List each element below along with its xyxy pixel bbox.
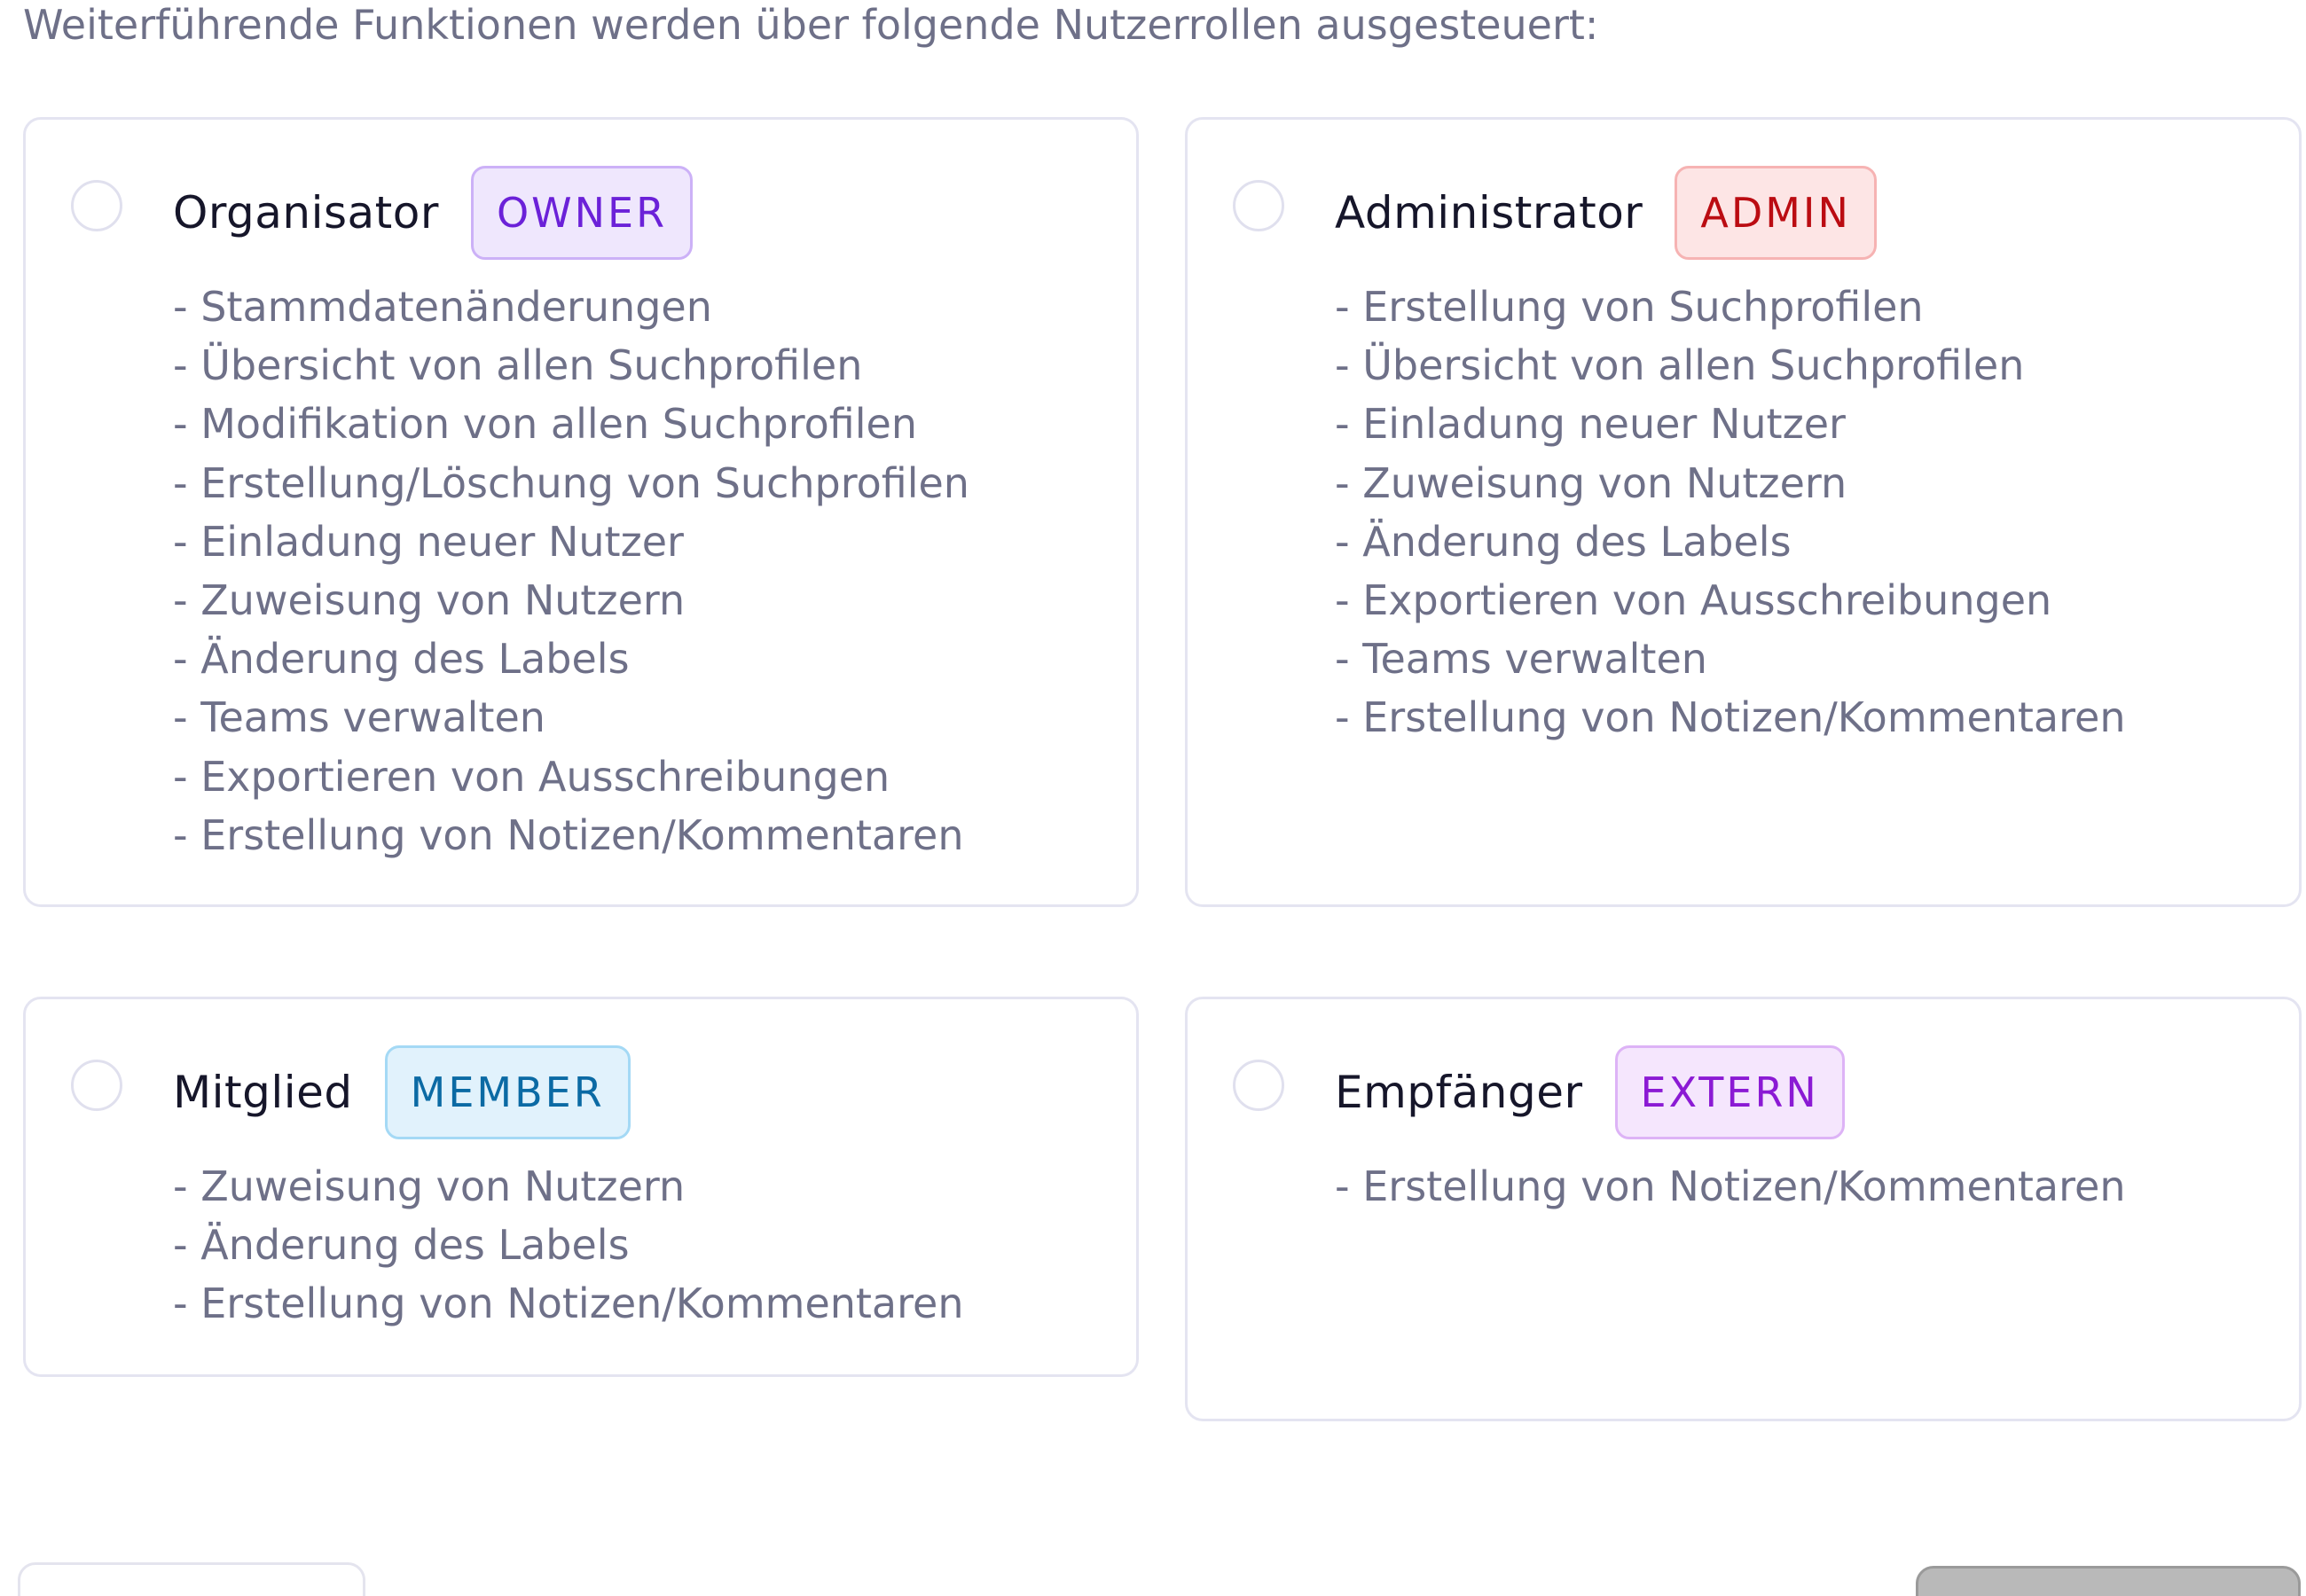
permission-item: - Übersicht von allen Suchprofilen (173, 341, 863, 390)
permission-item: - Änderung des Labels (173, 635, 630, 684)
permission-item: - Übersicht von allen Suchprofilen (1335, 341, 2025, 390)
role-radio-extern[interactable] (1233, 1060, 1284, 1111)
role-header (1335, 164, 1877, 262)
role-badge-extern: EXTERN (1615, 1045, 1845, 1139)
permission-item: - Änderung des Labels (173, 1221, 630, 1270)
permission-list (1335, 1157, 2125, 1216)
permission-item: - Zuweisung von Nutzern (173, 576, 686, 625)
permission-item: - Zuweisung von Nutzern (173, 1162, 686, 1210)
role-card-member[interactable] (23, 997, 1139, 1377)
role-radio-admin[interactable] (1233, 180, 1284, 231)
permission-item: - Erstellung von Notizen/Kommentaren (1335, 693, 2126, 742)
role-name: Mitglied (173, 1067, 353, 1118)
permission-item: - Änderung des Labels (1335, 517, 1792, 566)
submit-button[interactable] (1916, 1566, 2301, 1596)
role-header (173, 1044, 631, 1141)
permission-list (1335, 278, 2125, 747)
intro-text: Weiterführende Funktionen werden über folgende Nutzerrollen ausgesteuert: (23, 1, 1599, 49)
back-button[interactable] (18, 1562, 365, 1596)
permission-item: - Erstellung von Notizen/Kommentaren (173, 810, 964, 859)
permission-item: - Exportieren von Ausschreibungen (173, 752, 890, 801)
permission-list (173, 278, 969, 864)
permission-item: - Zuweisung von Nutzern (1335, 458, 1847, 507)
permission-item: - Einladung neuer Nutzer (1335, 400, 1846, 449)
role-badge-owner: OWNER (471, 166, 693, 260)
role-radio-owner[interactable] (71, 180, 122, 231)
permission-item: - Stammdatenänderungen (173, 283, 712, 331)
role-radio-member[interactable] (71, 1060, 122, 1111)
permission-item: - Erstellung/Löschung von Suchprofilen (173, 458, 969, 507)
role-card-admin[interactable] (1185, 117, 2302, 907)
role-name: Administrator (1335, 187, 1643, 239)
role-card-owner[interactable] (23, 117, 1139, 907)
role-badge-admin: ADMIN (1675, 166, 1877, 260)
permission-item: - Exportieren von Ausschreibungen (1335, 576, 2052, 625)
role-card-extern[interactable] (1185, 997, 2302, 1421)
permission-item: - Teams verwalten (173, 693, 545, 742)
role-badge-member: MEMBER (385, 1045, 631, 1139)
permission-item: - Erstellung von Notizen/Kommentaren (173, 1279, 964, 1328)
role-name: Organisator (173, 187, 439, 239)
role-header (1335, 1044, 1845, 1141)
permission-item: - Teams verwalten (1335, 635, 1707, 684)
permission-list (173, 1157, 963, 1334)
permission-item: - Erstellung von Suchprofilen (1335, 283, 1924, 331)
role-header (173, 164, 693, 262)
permission-item: - Einladung neuer Nutzer (173, 517, 684, 566)
role-name: Empfänger (1335, 1067, 1583, 1118)
permission-item: - Erstellung von Notizen/Kommentaren (1335, 1162, 2126, 1210)
permission-item: - Modifikation von allen Suchprofilen (173, 400, 917, 449)
